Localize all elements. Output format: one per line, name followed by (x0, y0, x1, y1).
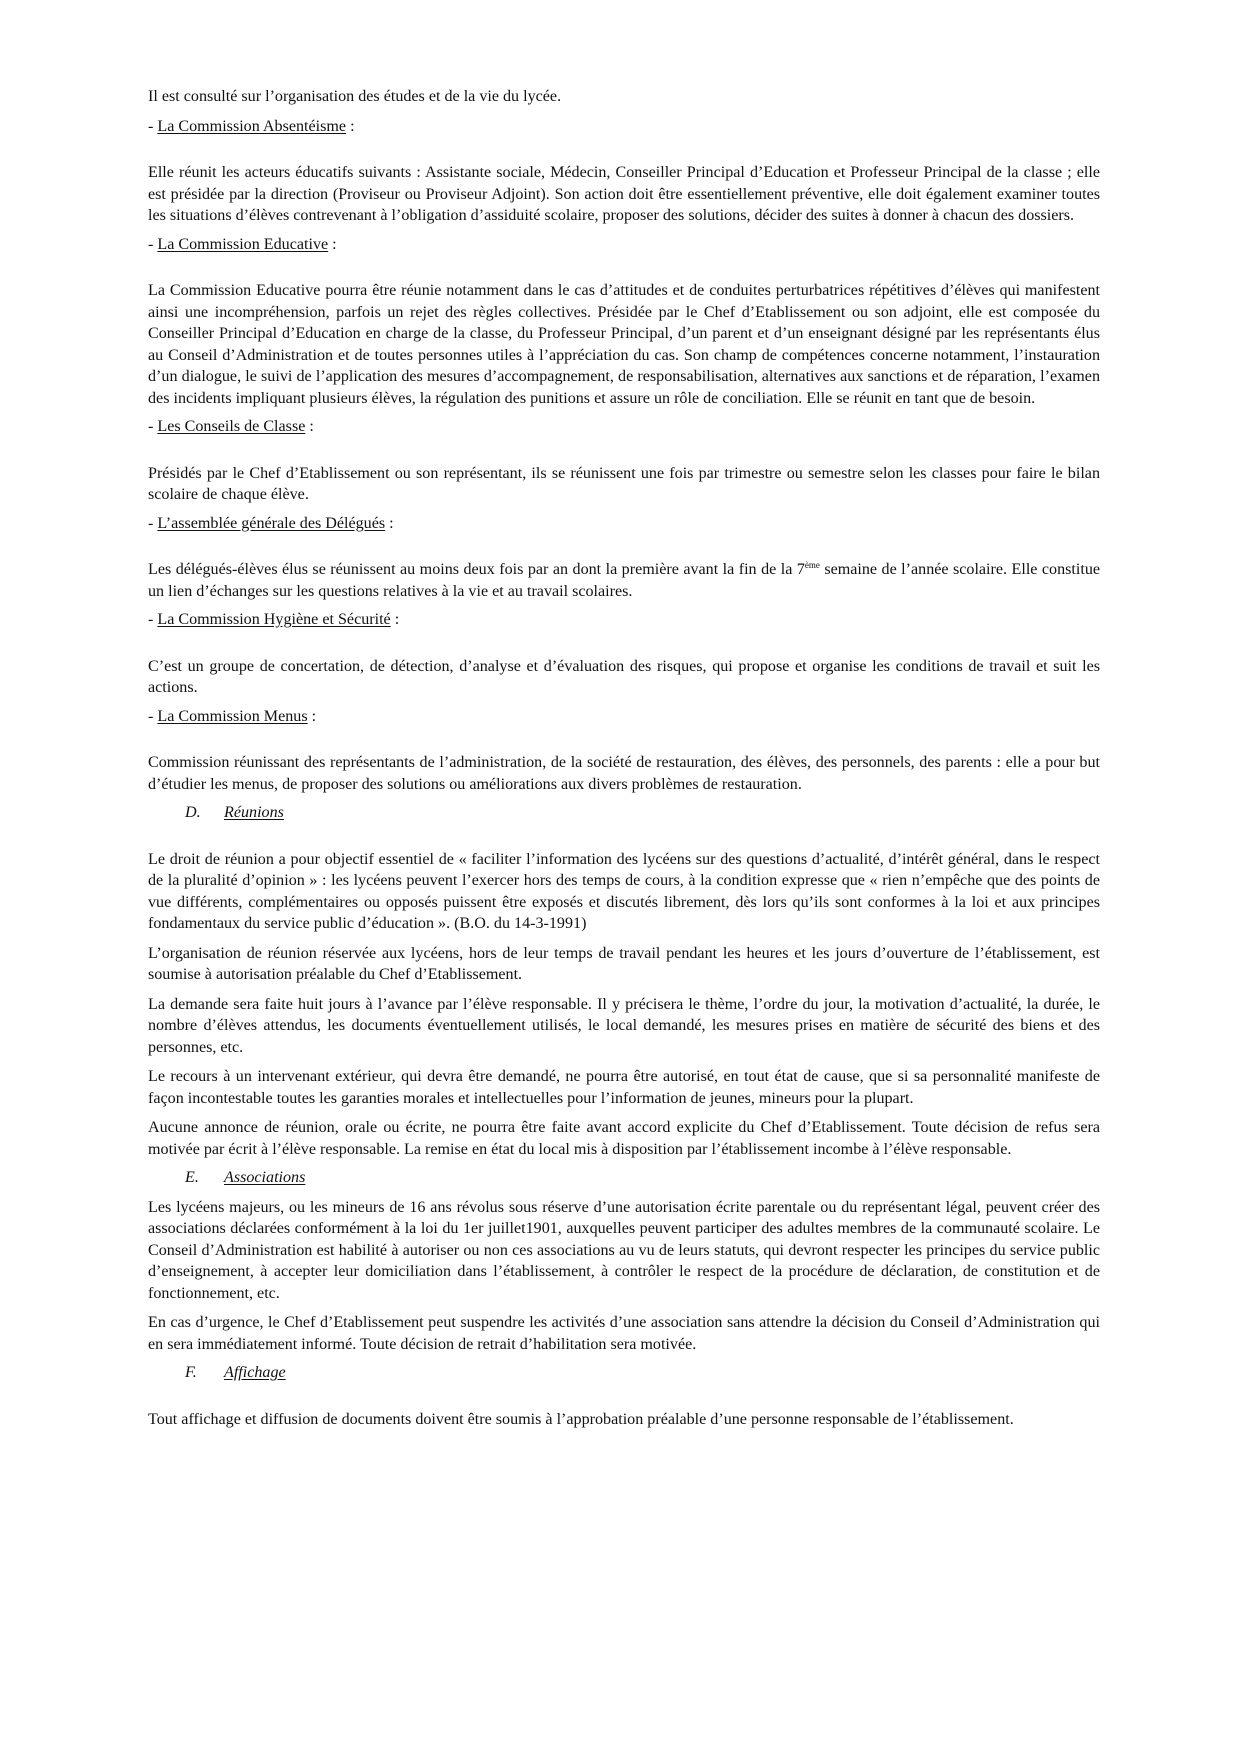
paragraph: Présidés par le Chef d’Etablissement ou son représentant, ils se réunissent une fois par trimestre ou semestre selon les classes pour faire le bilan scolaire de chaque élève. (148, 464, 1100, 503)
section-number: E. (185, 1169, 199, 1186)
heading-dash: - (148, 418, 158, 435)
section-heading-assemblee-delegues (148, 513, 1100, 535)
superscript-ordinal: ème (804, 560, 820, 570)
heading-colon: : (307, 707, 317, 725)
paragraph: Le recours à un intervenant extérieur, qui devra être demandé, ne pourra être autorisé, en tout état de cause, que si sa personnalité manifeste de façon incontestable toutes les garanties morales et intellectuelles pour l’information de jeunes, mineurs pour la plupart. (148, 1068, 1100, 1107)
paragraph: Commission réunissant des représentants de l’administration, de la société de restauration, des élèves, des personnels, des parents : elle a pour but d’étudier les menus, de proposer des solutions ou améliorations aux divers problèmes de restauration. (148, 754, 1100, 793)
intro-paragraph: Il est consulté sur l’organisation des études et de la vie du lycée. (148, 88, 562, 105)
paragraph: Aucune annonce de réunion, orale ou écrite, ne pourra être faite avant accord explicite du Chef d’Etablissement. Toute décision de refus sera motivée par écrit à l’élève responsable. La remise en état du local mis à disposition par l’établissement incombe à l’élève responsable. (148, 1119, 1100, 1158)
paragraph: Tout affichage et diffusion de documents doivent être soumis à l’approbation préalable d’une personne responsable de l’établissement. (148, 1410, 1014, 1428)
paragraph: C’est un groupe de concertation, de détection, d’analyse et d’évaluation des risques, qui propose et organise les conditions de travail et suit les actions. (148, 657, 1100, 696)
section-title: Affichage (224, 1364, 286, 1381)
document-page (148, 86, 1100, 1438)
section-heading-reunions (185, 802, 1100, 824)
section-heading-absenteisme (148, 116, 1100, 138)
heading-dash: - (148, 235, 158, 253)
section-heading-associations (185, 1167, 1100, 1189)
heading-colon: : (385, 514, 394, 532)
heading-colon: : (305, 418, 314, 435)
section-number: D. (185, 804, 201, 821)
paragraph: La Commission Educative pourra être réunie notamment dans le cas d’attitudes et de conduites perturbatrices répétitives d’élèves qui manifestent ainsi une incompréhension, parfois un rejet des règles collectives. Présidée par le Chef d’Etablissement ou son adjoint, elle est composée du Conseiller Principal d’Education en charge de la classe, du Professeur Principal, d’un parent et d’un enseignant désigné par les représentants élus au Conseil d’Administration et de toutes personnes utiles à l’appréciation du cas. Son champ de compétences concerne notamment, l’instauration d’un dialogue, le suivi de l’application des mesures d’accompagnement, de responsabilisation, alternatives aux sanctions et de réparation, l’examen des incidents impliquant plusieurs élèves, la régulation des punitions et assure un rôle de conciliation. Elle se réunit en tant que de besoin. (148, 282, 1100, 407)
heading-dash: - (148, 514, 158, 532)
heading-dash: - (148, 707, 158, 725)
heading-title: La Commission Hygiène et Sécurité (157, 611, 391, 628)
heading-title: La Commission Menus (157, 707, 308, 725)
section-title: Réunions (224, 804, 284, 821)
heading-title: La Commission Absentéisme (157, 117, 347, 135)
paragraph-text-start: Les délégués-élèves élus se réunissent au moins deux fois par an dont la première avant la fin de la 7 (148, 561, 805, 578)
paragraph: La demande sera faite huit jours à l’avance par l’élève responsable. Il y précisera le thème, l’ordre du jour, la motivation d’actualité, la durée, le nombre d’élèves attendus, les documents éventuellement utilisés, le local demandé, les mesures prises en matière de sécurité des biens et des personnes, etc. (148, 995, 1100, 1056)
paragraph: Elle réunit les acteurs éducatifs suivants : Assistante sociale, Médecin, Conseiller Principal d’Education et Professeur Principal de la classe ; elle est présidée par la direction (Proviseur ou Proviseur Adjoint). Son action doit être essentiellement préventive, elle doit également examiner toutes les situations d’élèves contrevenant à l’obligation d’assiduité scolaire, proposer des solutions, décider des suites à donner à chacun des dossiers. (148, 164, 1100, 224)
section-heading-educative (148, 234, 1100, 256)
heading-dash: - (148, 611, 158, 628)
section-heading-affichage (185, 1362, 1100, 1384)
section-heading-hygiene-securite (148, 609, 1100, 631)
heading-colon: : (390, 611, 400, 628)
paragraph: Les lycéens majeurs, ou les mineurs de 16 ans révolus sous réserve d’une autorisation écrite parentale ou du représentant légal, peuvent créer des associations déclarées conformément à la loi du 1er juillet1901, auxquelles peuvent participer des adultes membres de la communauté scolaire. Le Conseil d’Administration est habilité à autoriser ou non ces associations au vu de leurs statuts, qui devront respecter les principes du service public d’enseignement, à accepter leur domiciliation dans l’établissement, à contrôler le respect de la procédure de déclaration, de constitution et de fonctionnement, etc. (148, 1198, 1100, 1302)
heading-title: L’assemblée générale des Délégués (157, 514, 386, 532)
heading-title: Les Conseils de Classe (157, 418, 306, 435)
paragraph (148, 559, 1100, 602)
heading-colon: : (346, 117, 355, 135)
section-heading-conseils-de-classe (148, 416, 1100, 438)
paragraph: Le droit de réunion a pour objectif essentiel de « faciliter l’information des lycéens sur des questions d’actualité, d’intérêt général, dans le respect de la pluralité d’opinion » : les lycéens peuvent l’exercer hors des temps de cours, à la condition expresse que « rien n’empêche que des points de vue différents, complémentaires ou opposés puissent être exposés et discutés librement, dès lors qu’ils sont conformes à la loi et aux principes fondamentaux du service public d’éducation ». (B.O. du 14-3-1991) (148, 850, 1100, 932)
paragraph: L’organisation de réunion réservée aux lycéens, hors de leur temps de travail pendant les heures et les jours d’ouverture de l’établissement, est soumise à autorisation préalable du Chef d’Etablissement. (148, 944, 1100, 983)
paragraph-text-end: semaine de l’année scolaire. Elle constitue un lien d’échanges sur les questions relatives à la vie et au travail scolaires. (148, 561, 1101, 600)
section-heading-menus (148, 706, 1100, 728)
heading-colon: : (328, 235, 337, 253)
section-title: Associations (224, 1169, 306, 1186)
paragraph: En cas d’urgence, le Chef d’Etablissement peut suspendre les activités d’une association sans attendre la décision du Conseil d’Administration qui en sera immédiatement informé. Toute décision de retrait d’habilitation sera motivée. (148, 1314, 1100, 1353)
heading-dash: - (148, 117, 158, 135)
section-number: F. (185, 1364, 197, 1381)
heading-title: La Commission Educative (157, 235, 329, 253)
